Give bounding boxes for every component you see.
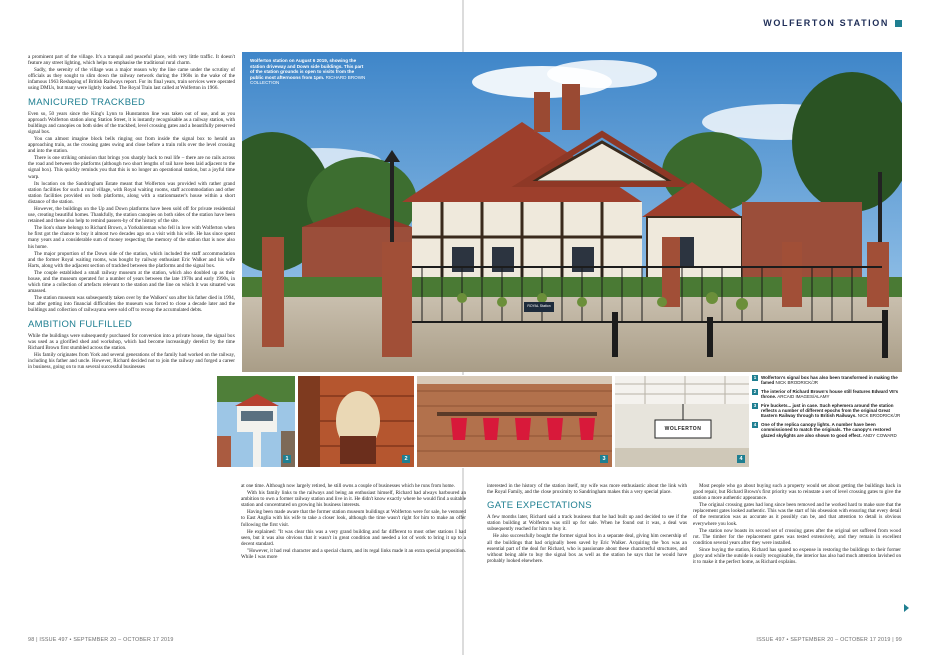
paragraph: Most people who go about buying such a property would set about getting the buildings back in good repair, but Richard Brown's first priority was to reinstate a set of level crossing gates to give the station a more authentic appearance.	[693, 483, 901, 502]
subheading: GATE EXPECTATIONS	[487, 500, 592, 512]
caption-item	[752, 403, 902, 419]
photo-fire-buckets	[416, 375, 613, 468]
caption-credit: ARCAID IMAGES/ALAMY	[777, 394, 830, 400]
article-column-4	[693, 483, 901, 618]
hero-photo-illustration	[242, 52, 902, 372]
caption-number: 1	[753, 375, 757, 380]
caption-text: Fire buckets... just in case. Such ephemera around the station reflects a number of different epochs from the original Great Eastern Railway through to British Railways.	[761, 402, 894, 419]
photo-number-badge: 2	[402, 455, 410, 463]
paragraph: There is one striking omission that brings you sharply back to real life – there are no rails across the road and between the platforms (although two short lengths of rail have been laid adjacent to the signal box). This quickly reminds you that this is no longer an operational station, but a joyful time warp.	[28, 155, 235, 180]
paragraph: He also successfully bought the former signal box in a separate deal, giving him ownership of all the buildings that had originally been saved by Eric Walker. Acquiring the 'box was an essential part of the deal for Richard, who is passionate about these characterful structures, and without being able to buy the signal box as well as the station he says that he would have probably looked elsewhere.	[487, 533, 687, 564]
paragraph: The original crossing gates had long since been removed and he worked hard to make sure that the replacement gates looked authentic. This was the start of his obsession with ensuring that every detail of the restoration was as accurate as it possibly can be, and that attention to detail is obvious everywhere you look.	[693, 502, 901, 527]
hero-caption-credit: RICHARD BROWN COLLECTION	[250, 74, 366, 85]
hero-caption	[250, 58, 368, 86]
photo-number-badge: 3	[600, 455, 608, 463]
subheading: AMBITION FULFILLED	[28, 318, 133, 330]
paragraph: He explained: "It was clear this was a very grand building and far different to most other stations I had seen, but it was also obvious that it wasn't in great condition and needed a lot of work to bring it up to a decent standard.	[241, 528, 466, 547]
paragraph: "However, it had real character and a special charm, and its regal links made it an extra special proposition. While I was more	[241, 547, 466, 561]
caption-text: Wolferton's signal box has also been transformed in making the famed	[761, 375, 898, 386]
caption-credit: NICK BRODRICK/JR	[775, 380, 819, 386]
hero-photo-station-building	[242, 52, 902, 372]
section-header	[763, 18, 902, 28]
continue-arrow-icon	[904, 604, 909, 612]
footer-right: ISSUE 497 • SEPTEMBER 20 – OCTOBER 17 2019 | 99	[756, 637, 902, 643]
hero-caption-text: Wolferton station on August 6 2019, showing the station driveway and Down side buildings. This part of the station grounds is open to visits from the public most afternoons from 1pm.	[250, 58, 364, 80]
caption-credit: ANDY COWARD	[862, 432, 897, 438]
paragraph: interested in the history of the station itself, my wife was more enthusiastic about the link with the Royal Family, and the close proximity to Sandringham makes this a very special place.	[487, 483, 687, 496]
paragraph: However, the buildings on the Up and Down platforms have been sold off for private residential use, creating beautiful homes. Thankfully, the station canopies on both sides of the station have been retained and these also help to remind passers-by of the history of the site.	[28, 205, 235, 225]
caption-text: The interior of Richard Brown's house still features Edward VII's throne.	[761, 388, 899, 400]
caption-number: 4	[753, 421, 757, 427]
interior-illustration	[298, 376, 415, 468]
section-title: WOLFERTON STATION	[763, 18, 889, 28]
caption-item	[752, 375, 902, 386]
paragraph: The lion's share belongs to Richard Brown, a Yorkshireman who fell in love with Wolferton when he first got the chance to buy it almost two decades ago on a visit with his wife. He has since spent many years and a considerable sum of money respecting the memory of the station that is now also his home.	[28, 225, 235, 250]
subheading: MANICURED TRACKBED	[28, 96, 146, 108]
footer-left: 98 | ISSUE 497 • SEPTEMBER 20 – OCTOBER 17 2019	[28, 637, 174, 643]
caption-credit: NICK BRODRICK/JR	[857, 413, 901, 419]
paragraph: The station museum was subsequently taken over by the Walkers' son after his father died in 1994, but after getting into financial difficulties the museum was forced to close a decade later and the buildings and collection of railwayana were sold off to recoup the accumulated debts.	[28, 295, 235, 314]
section-marker-square	[895, 20, 902, 27]
caption-number: 3	[753, 402, 757, 408]
paragraph: With his family links to the railways and being an enthusiast himself, Richard had always harboured an ambition to own a former railway station and live in it. He didn't know exactly where he would find a suitable station and concentrated on growing his business interests.	[241, 490, 466, 509]
paragraph: Since buying the station, Richard has spared no expense in restoring the buildings to their former glory and while the outside is easily recognisable, the interior has also had much attention lavished on it to make it the perfect home, as Richard explains.	[693, 546, 901, 566]
paragraph: Sadly, the serenity of the village was a major reason why the line came under the scrutiny of officials as they sought to slim down the railway network during the 1960s in the wake of the infamous 1963 Reshaping of British Railways report. For its final years, train services were operated using DMUs, but many were lightly loaded. The Royal Train last called at Wolferton in 1966.	[28, 67, 235, 92]
paragraph: The station now boasts its second set of crossing gates after the original set suffered from wood rot. The timber for the replacement gates was tested extensively, and they remain in excellent condition several years after they were installed.	[693, 527, 901, 546]
paragraph: The couple established a small railway museum at the station, which also doubled up as their house, and the museum operated for a number of years between the late 1970s and early 1990s, in which time a collection of artefacts relevant to the station and the line on which it was situated was amassed.	[28, 269, 235, 295]
article-column-1	[28, 54, 235, 614]
paragraph: Even so, 50 years since the King's Lynn to Hunstanton line was taken out of use, and as you approach Wolferton station along Station Street, it is instantly recognisable as a railway station, with buildings and canopies on both sides of the trackbed, level crossing gates and a beautifully preserved signal box.	[28, 110, 235, 135]
canopy-light-illustration	[615, 376, 750, 468]
photo-number-badge: 4	[737, 455, 745, 463]
caption-number: 2	[753, 388, 757, 394]
photo-signal-box	[216, 375, 296, 468]
station-sign: ROYAL Station	[527, 304, 551, 308]
photo-canopy-light	[614, 375, 750, 468]
paragraph: While the buildings were subsequently purchased for conversion into a private house, the signal box was used as a glorified shed and workshop, which had become increasingly derelict by the time Richard Brown first stumbled across the station.	[28, 332, 235, 351]
lamp-station-name: WOLFERTON	[664, 426, 702, 432]
paragraph: You can almost imagine block bells ringing out from inside the signal box to herald an approaching train, as the crossing gates swing and close before a train rolls over the level crossing and into the station.	[28, 135, 235, 155]
photo-interior-throne	[297, 375, 415, 468]
paragraph: a prominent part of the village. It's a tranquil and peaceful place, with very little traffic. It doesn't feature any street lighting, which helps to emphasise the traditional rural charm.	[28, 54, 235, 67]
paragraph: The major proportion of the Down side of the station, which included the staff accommodation and the former Royal waiting rooms, was bought by railway enthusiast Eric Walker and his wife Harts, along with the adjacent section of trackbed between the platforms and the signal box.	[28, 250, 235, 269]
paragraph: at one time. Although now largely retired, he still owns a couple of businesses which he runs from home.	[241, 483, 455, 489]
photo-captions	[752, 375, 902, 441]
paragraph: A few months later, Richard said a track business that he had built up and decided to see if the station building at Wolferton was still up for sale. When he found out it was, a deal was subsequently reached for him to buy it.	[487, 514, 687, 533]
caption-text: One of the replica canopy lights. A number have been commissioned to match the originals. The canopy's restored glazed skylights are also shown to good effect.	[761, 421, 891, 438]
article-column-3	[487, 483, 687, 618]
photo-number-badge: 1	[283, 455, 291, 463]
paragraph: Its location on the Sandringham Estate meant that Wolferton was provided with rather grand station facilities for such a rural village, with Royal waiting rooms, staff accommodation and other station facilities provided on both platforms, along with a stationmaster's house within a short distance of the station.	[28, 180, 235, 205]
article-column-2	[241, 483, 466, 618]
fire-buckets-illustration	[417, 376, 613, 468]
caption-item	[752, 422, 902, 438]
paragraph: His family originates from York and several generations of the family had worked on the railway, including his father and uncle. However, Richard decided not to join the railway and forged a career in business, going on to run several successful businesses	[28, 351, 235, 371]
caption-item	[752, 389, 902, 400]
paragraph: Having been made aware that the former station museum buildings at Wolferton were for sale, he ventured to East Anglia with his wife to take a closer look, although the time wasn't right for him to make an offer following the first visit.	[241, 509, 466, 528]
